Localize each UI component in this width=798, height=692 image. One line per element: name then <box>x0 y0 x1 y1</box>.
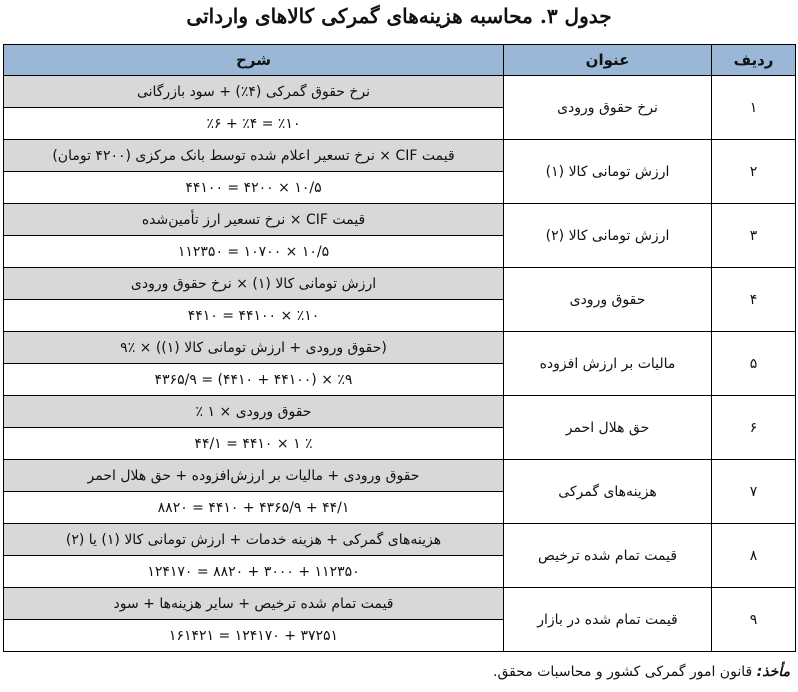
row-calculation: ۱۰/۵ × ۱۰۷۰۰ = ۱۱۲۳۵۰ <box>4 236 504 268</box>
row-calculation: ٪ ۱ × ۴۴۱۰ = ۴۴/۱ <box>4 428 504 460</box>
row-formula: هزینه‌های گمرکی + هزینه خدمات + ارزش تومانی کالا (۱) یا (۲) <box>4 524 504 556</box>
row-formula: قیمت CIF × نرخ تسعیر ارز تأمین‌شده <box>4 204 504 236</box>
row-formula: قیمت تمام شده ترخیص + سایر هزینه‌ها + سود <box>4 588 504 620</box>
header-row <box>4 45 796 76</box>
table-row <box>4 204 796 236</box>
table-row <box>4 588 796 620</box>
row-label: حقوق ورودی <box>504 268 712 332</box>
row-index: ۸ <box>712 524 796 588</box>
row-calculation: ٪۹ × (۴۴۱۰۰ + ۴۴۱۰) = ۴۳۶۵/۹ <box>4 364 504 396</box>
row-label: ارزش تومانی کالا (۱) <box>504 140 712 204</box>
row-index: ۲ <box>712 140 796 204</box>
row-index: ۴ <box>712 268 796 332</box>
header-sharh: شرح <box>4 45 504 76</box>
row-calculation: ۳۷۲۵۱ + ۱۲۴۱۷۰ = ۱۶۱۴۲۱ <box>4 620 504 652</box>
row-index: ۶ <box>712 396 796 460</box>
row-calculation: ۴۴/۱ + ۴۳۶۵/۹ + ۴۴۱۰ = ۸۸۲۰ <box>4 492 504 524</box>
row-index: ۷ <box>712 460 796 524</box>
row-formula: (حقوق ورودی + ارزش تومانی کالا (۱)) × ٪۹ <box>4 332 504 364</box>
row-calculation: ٪۱۰ × ۴۴۱۰۰ = ۴۴۱۰ <box>4 300 504 332</box>
source-note <box>493 664 790 680</box>
row-formula: حقوق ورودی + مالیات بر ارزش‌افزوده + حق هلال احمر <box>4 460 504 492</box>
row-formula: قیمت CIF × نرخ تسعیر اعلام شده توسط بانک مرکزی (۴۲۰۰ تومان) <box>4 140 504 172</box>
table-row <box>4 524 796 556</box>
row-label: نرخ حقوق ورودی <box>504 76 712 140</box>
header-onvan: عنوان <box>504 45 712 76</box>
row-index: ۹ <box>712 588 796 652</box>
row-label: قیمت تمام شده ترخیص <box>504 524 712 588</box>
table-row <box>4 268 796 300</box>
source-text: قانون امور گمرکی کشور و محاسبات محقق. <box>493 664 753 680</box>
table-row <box>4 396 796 428</box>
table-title: جدول ۳. محاسبه هزینه‌های گمرکی کالاهای وارداتی <box>186 4 612 28</box>
row-label: مالیات بر ارزش افزوده <box>504 332 712 396</box>
header-radif: ردیف <box>712 45 796 76</box>
row-index: ۵ <box>712 332 796 396</box>
row-index: ۱ <box>712 76 796 140</box>
customs-cost-table <box>3 44 796 652</box>
row-formula: حقوق ورودی × ۱ ٪ <box>4 396 504 428</box>
table-row <box>4 332 796 364</box>
row-calculation: ۱۰/۵ × ۴۲۰۰ = ۴۴۱۰۰ <box>4 172 504 204</box>
row-calculation: ۱۱۲۳۵۰ + ۳۰۰۰ + ۸۸۲۰ = ۱۲۴۱۷۰ <box>4 556 504 588</box>
row-label: هزینه‌های گمرکی <box>504 460 712 524</box>
row-formula: ارزش تومانی کالا (۱) × نرخ حقوق ورودی <box>4 268 504 300</box>
table-row <box>4 460 796 492</box>
row-formula: نرخ حقوق گمرکی (۴٪) + سود بازرگانی <box>4 76 504 108</box>
table-row <box>4 76 796 108</box>
table-row <box>4 140 796 172</box>
row-calculation: ٪۱۰ = ٪۴ + ٪۶ <box>4 108 504 140</box>
source-label: مأخذ: <box>756 664 790 680</box>
row-label: حق هلال احمر <box>504 396 712 460</box>
row-index: ۳ <box>712 204 796 268</box>
table-body <box>4 76 796 652</box>
row-label: ارزش تومانی کالا (۲) <box>504 204 712 268</box>
row-label: قیمت تمام شده در بازار <box>504 588 712 652</box>
